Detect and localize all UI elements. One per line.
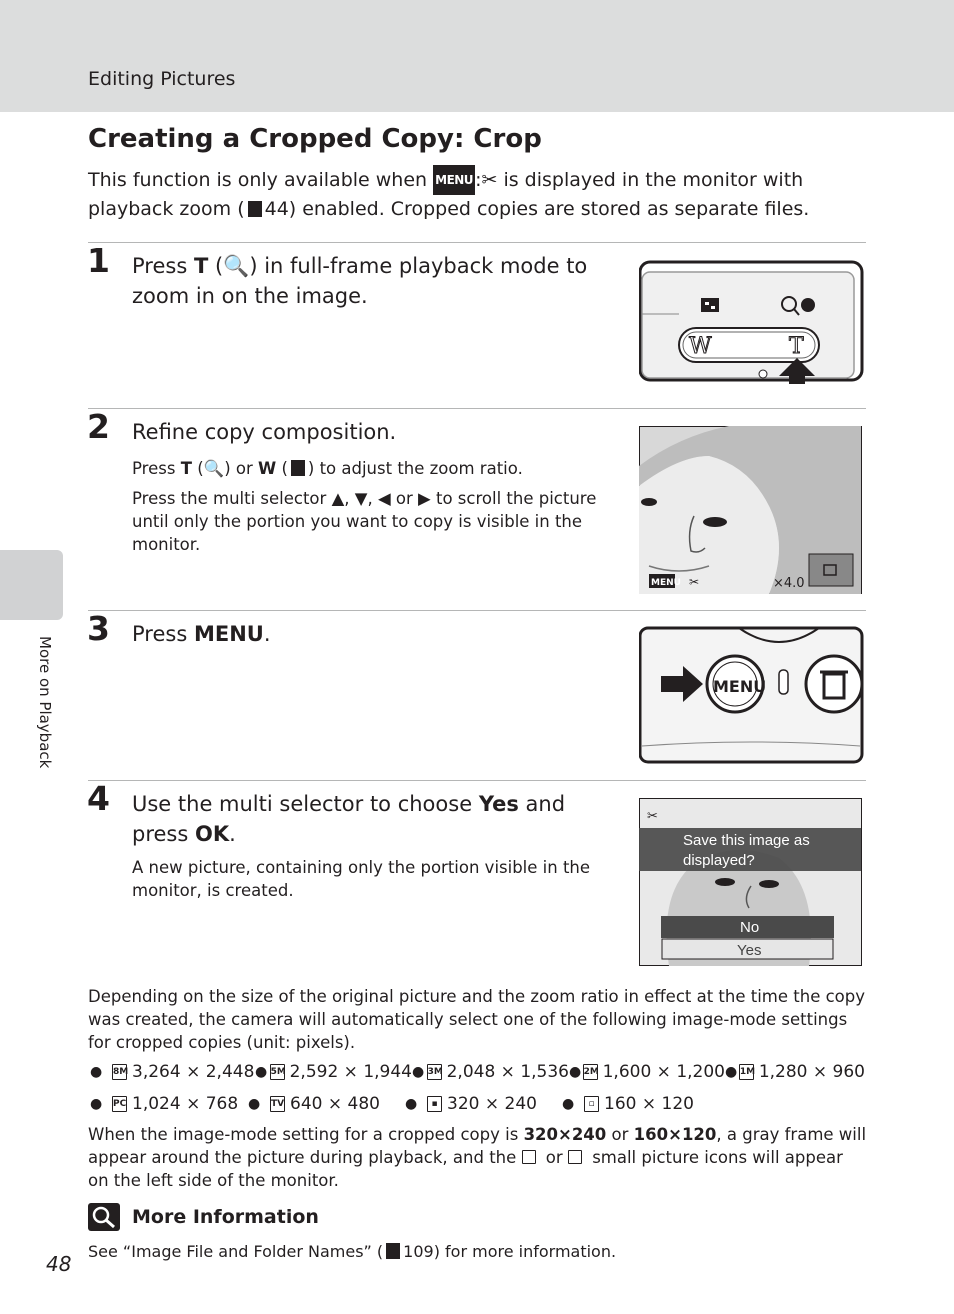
image-mode-list <box>90 1094 702 1114</box>
small-picture-icon <box>568 1150 582 1164</box>
size-note: Depending on the size of the original picture and the zoom ratio in effect at the time the copy was created, the camera will automatically select one of the following image-mode settings for cropped copies (unit: pixels). <box>88 987 866 1052</box>
svg-text:W: W <box>689 334 712 359</box>
image-mode-icon: 3M <box>427 1064 442 1080</box>
image-mode-item: ● 5M 2,592 × 1,944 <box>255 1062 412 1082</box>
image-mode-item: ● ▫ 160 × 120 <box>562 1094 694 1114</box>
step-number: 1 <box>87 241 110 280</box>
image-mode-icon: TV <box>270 1096 285 1112</box>
menu-button-illustration <box>639 626 864 766</box>
more-information-body: See “Image File and Folder Names” ( 109) for more information. <box>88 1242 617 1261</box>
section-label: Editing Pictures <box>88 68 236 90</box>
zoom-in-icon: 🔍 <box>223 254 250 278</box>
step-body: Press T (🔍) or W ( ) to adjust the zoom ratio. Press the multi selector ▲, ▼, ◀ or ▶ to scroll the picture until only the portion you want to copy is visible in the monitor. <box>132 459 597 554</box>
page-title: Creating a Cropped Copy: Crop <box>88 124 542 154</box>
svg-text:×4.0: ×4.0 <box>773 576 805 591</box>
svg-text:displayed?: displayed? <box>683 852 755 869</box>
zoom-in-icon: 🔍 <box>203 459 225 478</box>
step-body: A new picture, containing only the portion visible in the monitor, is created. <box>132 858 591 900</box>
svg-text:MENU: MENU <box>713 677 767 696</box>
image-mode-item: ● 3M 2,048 × 1,536 <box>412 1062 569 1082</box>
divider <box>88 780 866 781</box>
svg-text:Save this image as: Save this image as <box>683 832 810 849</box>
info-icon <box>88 1203 120 1231</box>
svg-text:MENU: MENU <box>651 578 681 588</box>
reference-icon <box>386 1243 400 1259</box>
intro-text: This function is only available when MENU :✂ is displayed in the monitor with playback zoom ( 44) enabled. Cropped copies are stored as separate files. <box>88 165 848 223</box>
step-number: 3 <box>87 609 110 648</box>
thumbnail-icon <box>291 460 305 476</box>
image-mode-item: ● PC 1,024 × 768 <box>90 1094 239 1114</box>
header-band <box>0 0 954 112</box>
image-mode-icon: ▫ <box>584 1096 599 1112</box>
small-picture-icon <box>522 1150 536 1164</box>
image-mode-icon: 2M <box>583 1064 598 1080</box>
svg-text:T: T <box>789 334 804 359</box>
side-tab <box>0 550 63 620</box>
menu-button-label: MENU <box>193 622 264 646</box>
arrow-left-icon: ◀ <box>377 489 391 508</box>
image-mode-icon: 8M <box>112 1064 127 1080</box>
image-mode-item: ● 1M 1,280 × 960 <box>725 1062 865 1082</box>
image-mode-item: ● ▪ 320 × 240 <box>405 1094 537 1114</box>
more-information-header <box>88 1203 319 1231</box>
step-title: Refine copy composition. <box>132 420 397 444</box>
svg-text:✂: ✂ <box>689 575 700 589</box>
svg-text:✂: ✂ <box>647 809 658 824</box>
zoom-control-illustration <box>639 258 864 384</box>
step-number: 4 <box>87 779 110 818</box>
image-mode-item: ● 8M 3,264 × 2,448 <box>90 1062 255 1082</box>
image-mode-icon: 5M <box>270 1064 285 1080</box>
frame-note: When the image-mode setting for a cropped copy is 320×240 or 160×120, a gray frame will appear around the picture during playback, and the or small picture icons will appear on the left side of the monitor. <box>88 1125 867 1190</box>
svg-text:No: No <box>740 919 760 936</box>
divider <box>88 242 866 243</box>
step-number: 2 <box>87 407 110 446</box>
zoomed-monitor-illustration <box>639 426 864 595</box>
more-information-title: More Information <box>132 1206 319 1228</box>
step-title: Use the multi selector to choose Yes and press OK. <box>132 792 566 846</box>
side-label: More on Playback <box>36 636 54 769</box>
svg-text:Yes: Yes <box>737 942 762 959</box>
ok-button-label: OK <box>195 822 230 846</box>
crop-icon: ✂ <box>481 169 498 191</box>
page-number: 48 <box>46 1252 72 1276</box>
arrow-right-icon: ▶ <box>418 489 431 508</box>
image-mode-icon: ▪ <box>427 1096 442 1112</box>
divider <box>88 408 866 409</box>
step-title: Press MENU. <box>132 622 271 646</box>
step-title: Press T (🔍) in full-frame playback mode to zoom in on the image. <box>132 254 588 308</box>
divider <box>88 610 866 611</box>
image-mode-icon: PC <box>112 1096 127 1112</box>
thumbnail-icon <box>701 298 719 312</box>
confirm-dialog-illustration <box>639 798 864 967</box>
menu-icon: MENU <box>433 165 475 195</box>
arrow-up-icon: ▲ <box>331 489 345 508</box>
image-mode-list <box>90 1062 865 1082</box>
arrow-down-icon: ▼ <box>354 489 368 508</box>
image-mode-item: ● TV 640 × 480 <box>248 1094 380 1114</box>
image-mode-item: ● 2M 1,600 × 1,200 <box>569 1062 725 1082</box>
image-mode-icon: 1M <box>739 1064 754 1080</box>
yes-option-label: Yes <box>478 792 519 816</box>
reference-icon <box>248 201 262 217</box>
